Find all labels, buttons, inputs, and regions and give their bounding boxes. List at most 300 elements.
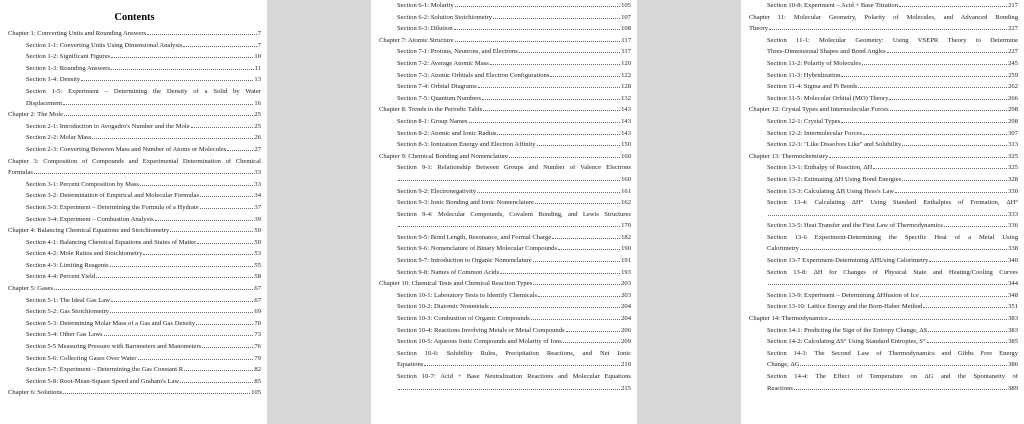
toc-entry-title: Section 11-4: Sigma and Pi Bonds — [767, 83, 858, 91]
toc-page-number: 105 — [251, 389, 261, 397]
toc-entry-title: Section 11-2: Polarity of Molecules — [767, 59, 861, 67]
toc-section-entry[interactable] — [749, 255, 1018, 267]
toc-page-number: 79 — [254, 354, 261, 362]
toc-chapter-entry[interactable] — [749, 151, 1018, 163]
dot-leader — [227, 144, 253, 151]
toc-entry-title: Section 10-5: Aqueous Ionic Compounds and Molarity of Ions — [397, 338, 562, 346]
dot-leader — [483, 104, 620, 111]
dot-leader — [111, 63, 254, 70]
toc-section-entry[interactable] — [8, 98, 261, 110]
dot-leader — [81, 74, 253, 81]
toc-section-entry[interactable] — [749, 278, 1018, 290]
dot-leader — [497, 128, 620, 135]
dot-leader — [455, 0, 620, 7]
toc-entry-title: Chapter 7: Atomic Structure — [379, 36, 454, 44]
dot-leader — [829, 151, 1007, 158]
toc-section-entry[interactable] — [8, 260, 261, 272]
toc-section-entry[interactable] — [8, 179, 261, 191]
toc-section-entry[interactable] — [8, 318, 261, 330]
contents-title: Contents — [114, 12, 155, 23]
toc-entry-title: Section 13-10: Lattice Energy and the Born-Haber Method — [767, 303, 923, 311]
toc-section-entry[interactable] — [379, 325, 631, 337]
toc-page-number: 333 — [1008, 210, 1018, 218]
toc-chapter-entry[interactable] — [379, 35, 631, 47]
toc-section-entry[interactable] — [379, 290, 631, 302]
toc-section-entry[interactable] — [8, 306, 261, 318]
toc-entry-title: Chapter 4: Balancing Chemical Equations and Stoichiometry — [8, 227, 170, 235]
toc-entry-title: Chapter 5: Gases — [8, 285, 54, 293]
toc-section-entry[interactable] — [379, 359, 631, 371]
toc-section-entry[interactable] — [749, 70, 1018, 82]
toc-chapter-entry[interactable] — [8, 167, 261, 179]
toc-section-entry[interactable] — [379, 0, 631, 12]
toc-entry-title: Chapter 11: Molecular Geometry, Polarity of Molecules, and Advanced Bonding — [749, 13, 1018, 21]
toc-section-entry[interactable] — [379, 139, 631, 151]
dot-leader — [841, 116, 1007, 123]
toc-entry-title: Section 1-1: Converting Units Using Dimensional Analysis — [26, 41, 183, 49]
toc-section-entry[interactable] — [749, 93, 1018, 105]
dot-leader — [200, 202, 254, 209]
toc-page-number: 39 — [254, 215, 261, 223]
dot-leader — [183, 40, 256, 47]
toc-page-number: 117 — [621, 36, 631, 44]
toc-entry-title: Section 4-1: Balancing Chemical Equations and States of Matter — [26, 238, 197, 246]
toc-entry-title: Section 13-9: Experiment – Determining ΔHfusion of Ice — [767, 291, 919, 299]
toc-page-number: 161 — [621, 187, 631, 195]
dot-leader — [110, 260, 254, 267]
dot-leader — [490, 301, 620, 308]
toc-entry-title: Section 9-3: Ionic Bonding and Ionic Nomenclature — [397, 199, 534, 207]
toc-chapter-entry[interactable] — [8, 283, 261, 295]
dot-leader — [889, 93, 1007, 100]
dot-leader — [493, 12, 620, 19]
toc-section-entry[interactable] — [749, 46, 1018, 58]
toc-entry-title: Section 7-1: Protons, Neutrons, and Electrons — [397, 48, 518, 56]
toc-section-entry[interactable] — [379, 58, 631, 70]
toc-page-number: 389 — [1008, 384, 1018, 392]
toc-entry-title: Section 10-1: Laboratory Tests to Identify Chemicals — [397, 291, 538, 299]
dot-leader — [902, 174, 1007, 181]
dot-leader — [533, 255, 620, 262]
toc-section-entry[interactable] — [379, 46, 631, 58]
toc-page-number: 70 — [254, 319, 261, 327]
document-page-2 — [371, 0, 637, 424]
toc-section-entry[interactable] — [749, 220, 1018, 232]
toc-page-number: 385 — [1008, 338, 1018, 346]
toc-entry-title: Section 4-3: Limiting Reagents — [26, 261, 109, 269]
toc-page-number: 7 — [257, 30, 261, 37]
toc-section-entry[interactable] — [379, 313, 631, 325]
toc-section-entry[interactable] — [379, 267, 631, 279]
toc-entry-title: Section 13-1: Enthalpy of Reaction, ΔH — [767, 164, 873, 172]
toc-entry-title: Section 11-3: Hybridization — [767, 71, 841, 79]
dot-leader — [902, 139, 1007, 146]
dot-leader — [890, 104, 1007, 111]
dot-leader — [873, 162, 1007, 169]
toc-section-entry[interactable] — [8, 63, 261, 75]
toc-page-number: 16 — [254, 99, 261, 107]
toc-section-entry[interactable] — [379, 186, 631, 198]
toc-page-number: 215 — [621, 384, 631, 392]
toc-page-number: 325 — [1008, 152, 1018, 160]
toc-section-entry[interactable] — [8, 364, 261, 376]
toc-page-number: 11 — [254, 64, 261, 72]
toc-chapter-entry[interactable] — [8, 28, 261, 40]
dot-leader — [180, 376, 253, 383]
toc-section-entry[interactable] — [379, 81, 631, 93]
dot-leader — [800, 359, 1007, 366]
dot-leader — [482, 93, 620, 100]
toc-page-number: 298 — [1008, 117, 1018, 125]
toc-section-entry[interactable] — [8, 190, 261, 202]
toc-section-entry[interactable] — [749, 139, 1018, 151]
toc-page-number: 25 — [254, 111, 261, 119]
toc-section-entry[interactable] — [749, 359, 1018, 371]
dot-leader — [566, 325, 621, 332]
toc-section-entry[interactable] — [379, 255, 631, 267]
toc-section-entry[interactable] — [8, 376, 261, 388]
toc-entry-title: Section 6-3: Dilution — [397, 25, 453, 33]
toc-entry-title: Section 10-2: Diatomic Nonmetals — [397, 303, 489, 311]
toc-page-number: 7 — [257, 41, 261, 49]
toc-entry-title: Section 5-5 Measuring Pressure with Barometers and Manometers — [26, 343, 202, 351]
dot-leader — [63, 98, 253, 105]
toc-page-number: 33 — [254, 169, 261, 177]
toc-entry-title: Chapter 14: Thermodynamics — [749, 315, 828, 323]
dot-leader — [509, 151, 620, 158]
toc-entry-title: Section 14-3: The Second Law of Thermodynamics and Gibbs Free Energy — [767, 349, 1018, 357]
dot-leader — [550, 70, 620, 77]
toc-entry-title: Section 10-4: Reactions Involving Metals or Metal Compounds — [397, 326, 565, 334]
toc-page-number: 307 — [1008, 129, 1018, 137]
toc-section-entry[interactable] — [749, 81, 1018, 93]
toc-section-entry[interactable] — [8, 40, 261, 52]
dot-leader — [469, 116, 621, 123]
dot-leader — [424, 359, 620, 366]
toc-page-number: 105 — [621, 2, 631, 9]
toc-entry-title: Section 4-2: Mole Ratios and Stoichiometry — [26, 250, 143, 258]
toc-page-number: 26 — [254, 134, 261, 142]
dot-leader — [140, 179, 253, 186]
document-page-1 — [0, 0, 267, 424]
toc-entry-title: Change, ΔG — [767, 361, 800, 369]
toc-section-entry[interactable] — [379, 93, 631, 105]
toc-entry-title: Section 14-4: The Effect of Temperature on ΔG and the Spontaneity of — [767, 373, 1018, 380]
toc-page-number: 170 — [621, 222, 631, 230]
toc-page-number: 27 — [254, 145, 261, 153]
toc-entry-title: Section 7-3: Atomic Orbitals and Electron Configurations — [397, 71, 550, 79]
toc-page-number: 313 — [1008, 141, 1018, 149]
toc-page-number: 162 — [621, 199, 631, 207]
dot-leader — [96, 271, 253, 278]
toc-entry-title: Section 7-4: Orbital Diagrams — [397, 83, 477, 91]
toc-section-entry[interactable] — [749, 35, 1018, 47]
dot-leader — [197, 237, 253, 244]
toc-section-entry[interactable] — [749, 232, 1018, 244]
toc-chapter-entry[interactable] — [379, 151, 631, 163]
dot-leader — [920, 290, 1007, 297]
toc-page-number: 298 — [1008, 106, 1018, 114]
toc-section-entry[interactable] — [379, 70, 631, 82]
toc-section-entry[interactable] — [8, 86, 261, 98]
toc-page-number: 13 — [254, 76, 261, 84]
toc-list — [8, 28, 261, 399]
toc-entry-title: Section 12-1: Crystal Types — [767, 117, 841, 125]
toc-entry-title: Section 13-3: Calculating ΔH Using Hess's Law — [767, 187, 895, 195]
toc-entry-title: Chapter 13: Thermochemistry — [749, 152, 829, 160]
toc-entry-title: Section 12-3: "Like Dissolves Like" and Solubility — [767, 141, 902, 149]
toc-section-entry[interactable] — [379, 116, 631, 128]
dot-leader — [563, 336, 620, 343]
toc-page-number: 143 — [621, 129, 631, 137]
toc-entry-title: Section 5-2: Gas Stoichiometry — [26, 308, 109, 316]
dot-leader — [895, 186, 1007, 193]
toc-page-number: 120 — [621, 59, 631, 67]
toc-section-entry[interactable] — [749, 162, 1018, 174]
document-page-3 — [741, 0, 1024, 424]
toc-page-number: 328 — [1008, 175, 1018, 183]
toc-section-entry[interactable] — [8, 132, 261, 144]
toc-entry-title: Section 5-1: The Ideal Gas Law — [26, 296, 110, 304]
toc-section-entry[interactable] — [8, 121, 261, 133]
toc-chapter-entry[interactable] — [749, 12, 1018, 24]
toc-page-number: 338 — [1008, 245, 1018, 253]
toc-section-entry[interactable] — [749, 209, 1018, 221]
toc-chapter-entry[interactable] — [379, 104, 631, 116]
dot-leader — [147, 28, 257, 35]
toc-entry-title: Section 1-5: Experiment – Determining the Density of a Solid by Water — [26, 87, 261, 95]
toc-chapter-entry[interactable] — [749, 313, 1018, 325]
toc-section-entry[interactable] — [379, 348, 631, 360]
toc-entry-title: Section 14-2: Calculating ΔS° Using Standard Entropies, S° — [767, 338, 926, 346]
toc-chapter-entry[interactable] — [749, 104, 1018, 116]
toc-section-entry[interactable] — [749, 197, 1018, 209]
toc-page-number: 262 — [1008, 83, 1018, 91]
toc-entry-title: Section 5-8: Root-Mean-Square Speed and Graham's Law — [26, 377, 180, 385]
toc-page-number: 191 — [621, 257, 631, 265]
dot-leader — [794, 383, 1007, 390]
toc-entry-title: Section 8-3: Ionization Energy and Electron Affinity — [397, 141, 536, 149]
toc-page-number: 132 — [621, 94, 631, 102]
toc-entry-title: Section 1-4: Density — [26, 76, 81, 84]
dot-leader — [477, 186, 620, 193]
toc-section-entry[interactable] — [749, 371, 1018, 383]
toc-page-number: 383 — [1008, 315, 1018, 323]
toc-chapter-entry[interactable] — [8, 156, 261, 168]
dot-leader — [478, 81, 620, 88]
toc-page-number: 69 — [254, 308, 261, 316]
toc-chapter-entry[interactable] — [8, 387, 261, 399]
toc-entry-title: Section 6-1: Molarity — [397, 2, 454, 9]
dot-leader — [455, 35, 621, 42]
toc-section-entry[interactable] — [749, 0, 1018, 12]
toc-page-number: 266 — [1008, 94, 1018, 102]
dot-leader — [490, 58, 620, 65]
toc-page-number: 50 — [254, 227, 261, 235]
toc-section-entry[interactable] — [379, 371, 631, 383]
dot-leader — [200, 190, 253, 197]
dot-leader — [34, 167, 253, 174]
toc-page-number: 206 — [621, 326, 631, 334]
toc-section-entry[interactable] — [8, 341, 261, 353]
toc-section-entry[interactable] — [8, 202, 261, 214]
dot-leader — [64, 109, 253, 116]
toc-page-number: 160 — [621, 152, 631, 160]
toc-entry-title: Section 5-6: Collecting Gases Over Water — [26, 354, 137, 362]
toc-section-entry[interactable] — [749, 128, 1018, 140]
dot-leader — [829, 313, 1007, 320]
toc-page-number: 227 — [1008, 48, 1018, 56]
toc-section-entry[interactable] — [379, 301, 631, 313]
toc-page-number: 204 — [621, 315, 631, 323]
toc-section-entry[interactable] — [749, 116, 1018, 128]
toc-entry-title: Section 7-5: Quantum Numbers — [397, 94, 482, 102]
toc-page-number: 143 — [621, 117, 631, 125]
toc-section-entry[interactable] — [749, 186, 1018, 198]
toc-entry-title: Section 2-1: Introduction to Avogadro's Number and the Mole — [26, 122, 190, 130]
dot-leader — [191, 121, 254, 128]
toc-entry-title: Equations — [397, 361, 424, 369]
toc-section-entry[interactable] — [379, 209, 631, 221]
toc-section-entry[interactable] — [379, 383, 631, 395]
toc-section-entry[interactable] — [379, 197, 631, 209]
toc-entry-title: Section 11-5: Molecular Orbital (MO) Theory — [767, 94, 889, 102]
toc-entry-title: Chapter 1: Converting Units and Rounding Answers — [8, 30, 147, 37]
toc-list — [749, 0, 1018, 394]
toc-section-entry[interactable] — [749, 290, 1018, 302]
toc-page-number: 204 — [621, 303, 631, 311]
toc-entry-title: Section 5-4: Other Gas Laws — [26, 331, 103, 339]
dot-leader — [769, 23, 1007, 30]
dot-leader — [552, 232, 620, 239]
toc-entry-title: Section 9-1: Relationship Between Groups and Number of Valence Electrons — [397, 164, 631, 172]
toc-section-entry[interactable] — [749, 301, 1018, 313]
toc-page-number: 203 — [621, 280, 631, 288]
toc-entry-title: Chapter 8: Trends in the Periodic Table — [379, 106, 483, 114]
dot-leader — [143, 248, 253, 255]
toc-section-entry[interactable] — [749, 325, 1018, 337]
dot-leader — [863, 128, 1007, 135]
toc-section-entry[interactable] — [8, 214, 261, 226]
toc-section-entry[interactable] — [8, 353, 261, 365]
toc-entry-title: Section 13-8: ΔH for Changes of Physical State and Heating/Cooling Curves — [767, 268, 1018, 276]
toc-page-number: 210 — [621, 361, 631, 369]
dot-leader — [454, 23, 620, 30]
toc-entry-title: Section 13-7 Experiment-Determining ΔHUsing Calorimetry — [767, 257, 929, 265]
toc-entry-title: Section 9-2: Electronegativity — [397, 187, 477, 195]
toc-entry-title: Section 10-3: Combustion of Organic Compounds — [397, 315, 530, 323]
toc-page-number: 340 — [1008, 257, 1018, 265]
toc-section-entry[interactable] — [379, 243, 631, 255]
toc-section-entry[interactable] — [749, 348, 1018, 360]
dot-leader — [111, 51, 253, 58]
dot-leader — [899, 0, 1007, 7]
toc-entry-title: Section 7-2: Average Atomic Mass — [397, 59, 489, 67]
toc-entry-title: Section 9-8: Names of Common Acids — [397, 268, 500, 276]
toc-section-entry[interactable] — [379, 12, 631, 24]
toc-section-entry[interactable] — [379, 220, 631, 232]
toc-entry-title: Chapter 9: Chemical Bonding and Nomenclature — [379, 152, 509, 160]
toc-section-entry[interactable] — [749, 383, 1018, 395]
toc-page-number: 227 — [1008, 25, 1018, 33]
toc-entry-title: Formulas — [8, 169, 33, 177]
dot-leader — [500, 267, 620, 274]
toc-entry-title: Section 12-2: Intermolecular Forces — [767, 129, 863, 137]
toc-section-entry[interactable] — [749, 58, 1018, 70]
toc-section-entry[interactable] — [8, 74, 261, 86]
toc-chapter-entry[interactable] — [749, 23, 1018, 35]
toc-section-entry[interactable] — [749, 336, 1018, 348]
toc-section-entry[interactable] — [8, 237, 261, 249]
toc-section-entry[interactable] — [8, 144, 261, 156]
dot-leader — [841, 70, 1007, 77]
dot-leader — [104, 329, 254, 336]
toc-chapter-entry[interactable] — [8, 109, 261, 121]
toc-section-entry[interactable] — [749, 267, 1018, 279]
toc-page-number: 50 — [254, 238, 261, 246]
toc-entry-title: Section 10-7: Acid + Base Neutralization Reactions and Molecular Equations — [397, 373, 631, 380]
toc-section-entry[interactable] — [8, 248, 261, 260]
toc-section-entry[interactable] — [749, 174, 1018, 186]
toc-page-number: 55 — [254, 261, 261, 269]
toc-section-entry[interactable] — [8, 295, 261, 307]
toc-page-number: 108 — [621, 25, 631, 33]
toc-section-entry[interactable] — [379, 336, 631, 348]
toc-section-entry[interactable] — [8, 271, 261, 283]
toc-page-number: 117 — [621, 48, 631, 56]
toc-entry-title: Section 4-4: Percent Yield — [26, 273, 96, 281]
toc-page-number: 85 — [254, 377, 261, 385]
toc-section-entry[interactable] — [379, 162, 631, 174]
toc-page-number: 128 — [621, 83, 631, 91]
toc-page-number: 58 — [254, 273, 261, 281]
toc-section-entry[interactable] — [379, 174, 631, 186]
toc-page-number: 259 — [1008, 71, 1018, 79]
toc-section-entry[interactable] — [379, 128, 631, 140]
toc-entry-title: Section 5-3: Determining Molar Mass of a Gas and Gas Density — [26, 319, 196, 327]
toc-section-entry[interactable] — [379, 232, 631, 244]
toc-section-entry[interactable] — [379, 23, 631, 35]
toc-page-number: 150 — [621, 141, 631, 149]
toc-page-number: 383 — [1008, 326, 1018, 334]
dot-leader — [944, 220, 1007, 227]
toc-entry-title: Calorimetry — [767, 245, 799, 253]
toc-page-number: 209 — [621, 338, 631, 346]
toc-entry-title: Section 2-2: Molar Mass — [26, 134, 92, 142]
dot-leader — [63, 387, 250, 394]
dot-leader — [110, 306, 253, 313]
toc-section-entry[interactable] — [8, 51, 261, 63]
toc-page-number: 245 — [1008, 59, 1018, 67]
toc-chapter-entry[interactable] — [379, 278, 631, 290]
toc-page-number: 182 — [621, 233, 631, 241]
dot-leader — [929, 255, 1007, 262]
toc-entry-title: Section 13-2: Estimating ΔH Using Bond Energies — [767, 175, 902, 183]
dot-leader — [519, 46, 621, 53]
toc-entry-title: Section 9-7: Introduction to Organic Nomenclature — [397, 257, 532, 265]
dot-leader — [398, 383, 620, 390]
toc-section-entry[interactable] — [749, 243, 1018, 255]
toc-section-entry[interactable] — [8, 329, 261, 341]
dot-leader — [923, 301, 1007, 308]
toc-chapter-entry[interactable] — [8, 225, 261, 237]
toc-page-number: 82 — [254, 366, 261, 374]
dot-leader — [184, 364, 253, 371]
toc-list — [379, 0, 631, 394]
toc-page-number: 190 — [621, 245, 631, 253]
dot-leader — [928, 325, 1007, 332]
toc-entry-title: Theory — [749, 25, 769, 33]
